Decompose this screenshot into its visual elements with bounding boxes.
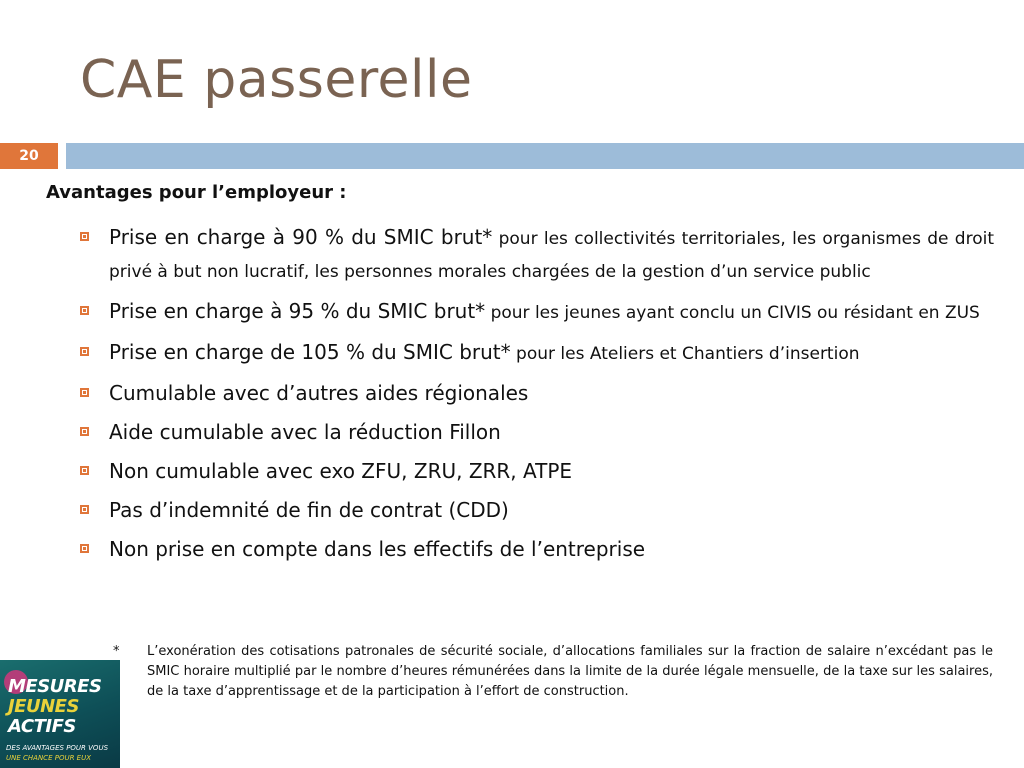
logo-tagline-1: DES AVANTAGES POUR VOUS [6, 744, 109, 752]
bullet-item [76, 378, 994, 409]
bullet-main-text: Prise en charge de 105 % du SMIC brut* [109, 340, 511, 364]
square-bullet-icon [80, 306, 89, 315]
bullet-detail-text: pour les Ateliers et Chantiers d’insertion [510, 344, 860, 364]
logo-tagline-2: UNE CHANCE POUR EUX [6, 754, 92, 762]
bullet-item [76, 417, 994, 448]
square-bullet-icon [80, 544, 89, 553]
footnote [113, 642, 993, 702]
bullet-item [76, 222, 994, 288]
bullet-item [76, 456, 994, 487]
square-bullet-icon [80, 427, 89, 436]
slide-title: CAE passerelle [80, 50, 473, 110]
footnote-text: L’exonération des cotisations patronales de sécurité sociale, d’allocations familiales sur la fraction de salaire n’excédant pas le SMIC horaire multiplié par le nombre d’heures rémunérées dans la limite de la durée légale mensuelle, de la taxe sur les salaires, de la taxe d’apprentissage et de la participation à l’effort de construction. [147, 644, 993, 699]
bullet-detail-text: pour les jeunes ayant conclu un CIVIS ou résidant en ZUS [485, 303, 980, 323]
logo-line-2: JEUNES [8, 696, 79, 717]
square-bullet-icon [80, 466, 89, 475]
mesures-jeunes-actifs-logo [0, 660, 120, 768]
bullet-item [76, 296, 994, 329]
bullet-main-text: Aide cumulable avec la réduction Fillon [109, 420, 501, 444]
logo-line-1: MESURES [8, 676, 102, 697]
logo-line-3: ACTIFS [8, 716, 76, 737]
square-bullet-icon [80, 347, 89, 356]
square-bullet-icon [80, 505, 89, 514]
section-heading: Avantages pour l’employeur : [46, 182, 347, 203]
bullet-main-text: Prise en charge à 90 % du SMIC brut* [109, 225, 493, 249]
header-bar [66, 143, 1024, 169]
square-bullet-icon [80, 232, 89, 241]
bullet-main-text: Non cumulable avec exo ZFU, ZRU, ZRR, ATPE [109, 459, 573, 483]
bullet-main-text: Prise en charge à 95 % du SMIC brut* [109, 299, 486, 323]
bullet-main-text: Cumulable avec d’autres aides régionales [109, 381, 529, 405]
bullet-main-text: Pas d’indemnité de fin de contrat (CDD) [109, 498, 509, 522]
footnote-asterisk: * [113, 644, 120, 659]
square-bullet-icon [80, 388, 89, 397]
bullet-item [76, 495, 994, 526]
bullet-list [76, 222, 994, 573]
bullet-item [76, 534, 994, 565]
bullet-item [76, 337, 994, 370]
page-number-badge: 20 [0, 143, 58, 169]
bullet-main-text: Non prise en compte dans les effectifs de l’entreprise [109, 537, 646, 561]
bullet-detail-text: pour les collectivités territoriales, les organismes de droit privé à but non lucratif, les personnes morales chargées de la gestion d’un service public [109, 229, 994, 282]
